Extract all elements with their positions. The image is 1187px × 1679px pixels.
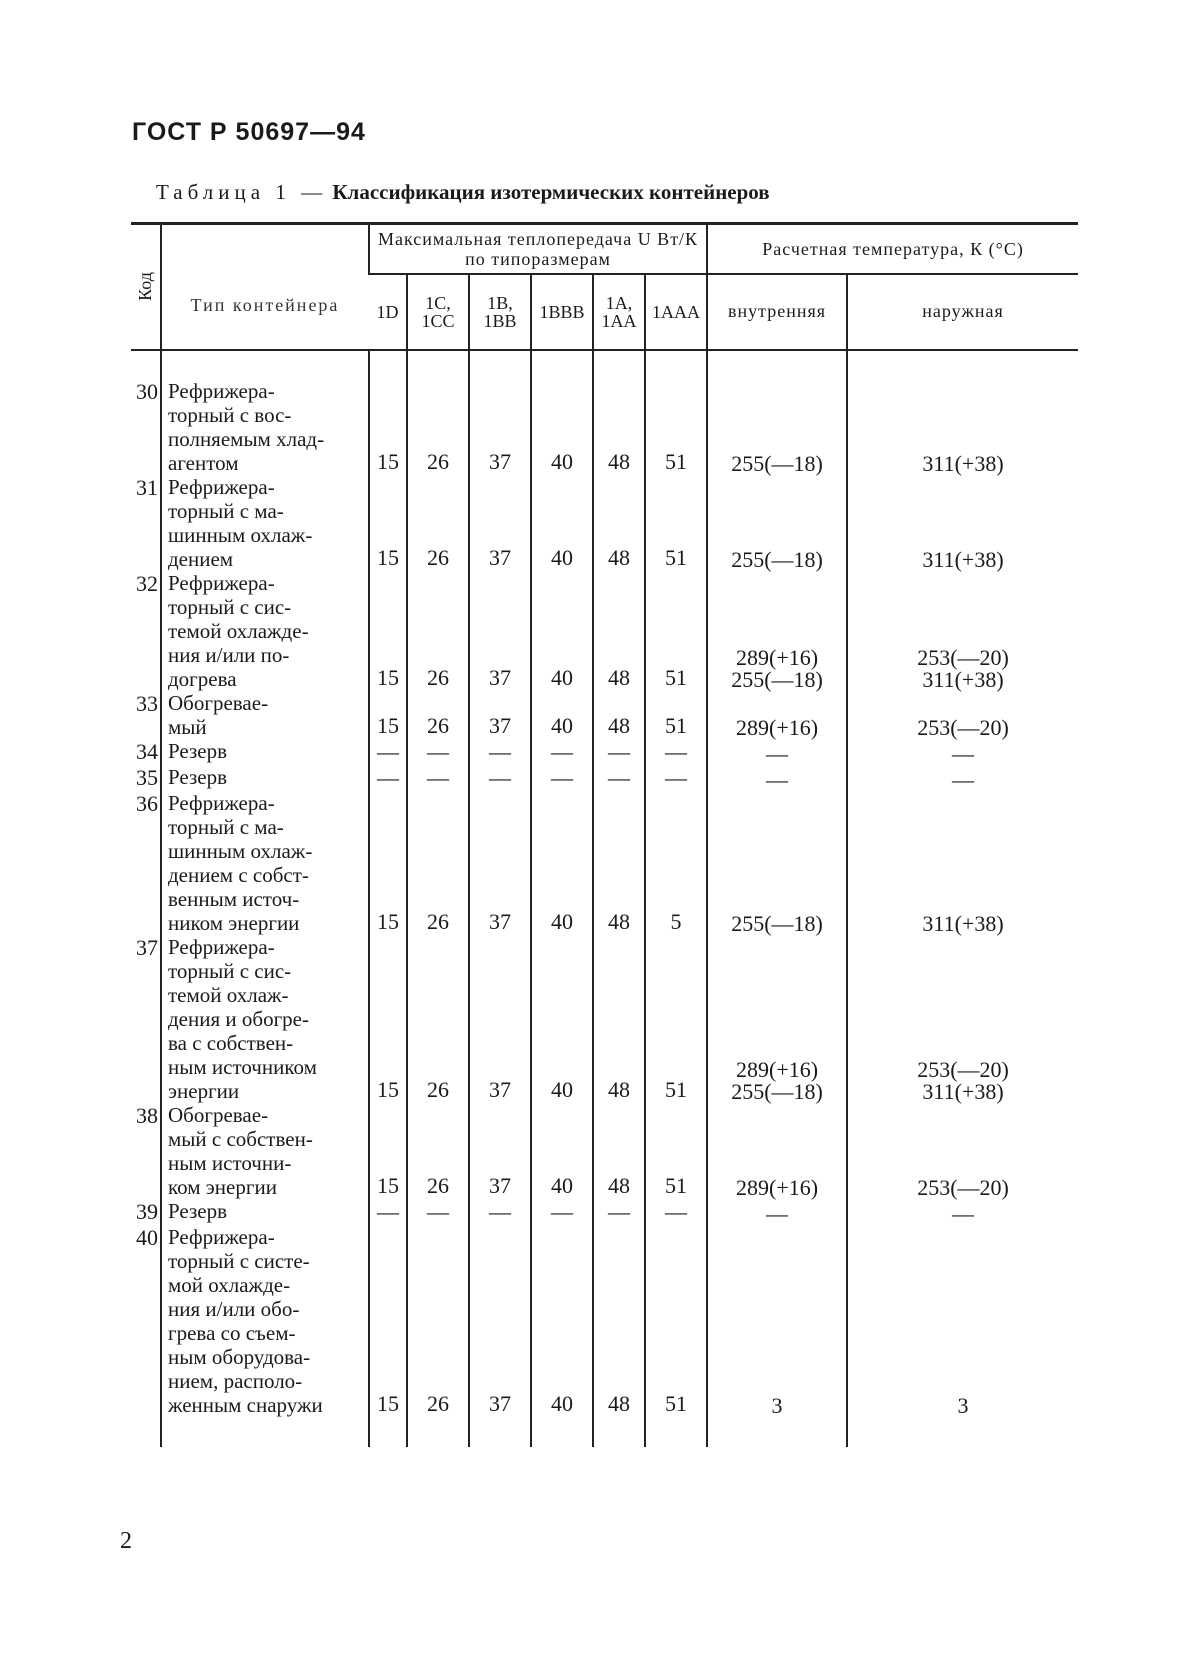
row-value-1c: —	[407, 1199, 469, 1225]
row-value-1d: —	[369, 765, 407, 791]
table-row	[131, 739, 1078, 765]
row-value-1bbb: 40	[531, 1225, 593, 1447]
header-size-1d: 1D	[369, 274, 407, 350]
row-value-1d: 15	[369, 791, 407, 935]
row-temp-outer: 311(+38)	[847, 475, 1078, 571]
header-code	[131, 224, 161, 350]
row-temp-inner: 289(+16)	[707, 691, 847, 739]
classification-table	[131, 222, 1078, 1447]
row-value-1c: —	[407, 739, 469, 765]
row-temp-inner: 289(+16) 255(—18)	[707, 571, 847, 691]
row-value-1c: 26	[407, 1225, 469, 1447]
row-value-1d: 15	[369, 350, 407, 475]
document-header-standard: ГОСТ Р 50697—94	[132, 118, 366, 146]
row-value-1d: 15	[369, 571, 407, 691]
row-code: 31	[136, 474, 158, 500]
row-value-1aaa: 51	[645, 571, 707, 691]
row-value-1b: 37	[469, 935, 531, 1103]
table-caption-title: Классификация изотермических контейнеров	[332, 180, 770, 204]
row-value-1bbb: 40	[531, 350, 593, 475]
row-value-1bbb: 40	[531, 475, 593, 571]
row-temp-outer: 311(+38)	[847, 350, 1078, 475]
row-value-1aaa: —	[645, 765, 707, 791]
header-design-temperature: Расчетная температура, К (°С)	[707, 224, 1078, 274]
row-value-1b: —	[469, 765, 531, 791]
page-number: 2	[120, 1528, 132, 1554]
row-value-1a: 48	[593, 571, 645, 691]
table-row	[131, 1103, 1078, 1199]
row-code: 37	[136, 934, 158, 960]
row-value-1aaa: 51	[645, 475, 707, 571]
row-temp-outer: —	[847, 765, 1078, 791]
row-temp-outer: 253(—20)	[847, 1103, 1078, 1199]
row-value-1bbb: 40	[531, 691, 593, 739]
row-value-1aaa: 51	[645, 1103, 707, 1199]
row-value-1a: 48	[593, 935, 645, 1103]
header-max-heat-transfer: Максимальная теплопередача U Вт/К по типоразмерам	[369, 224, 707, 274]
row-value-1bbb: —	[531, 765, 593, 791]
table-caption-label: Таблица 1 —	[156, 180, 328, 204]
row-value-1aaa: 51	[645, 350, 707, 475]
table-row	[131, 475, 1078, 571]
row-temp-inner: 289(+16)	[707, 1103, 847, 1199]
row-code: 39	[136, 1198, 158, 1224]
row-value-1c: 26	[407, 475, 469, 571]
row-value-1d: 15	[369, 935, 407, 1103]
row-type: Обогревае- мый с собствен- ным источни- ком энергии	[161, 1103, 369, 1199]
row-value-1a: —	[593, 1199, 645, 1225]
row-code: 35	[136, 764, 158, 790]
table-row	[131, 765, 1078, 791]
row-value-1d: 15	[369, 1103, 407, 1199]
row-value-1d: 15	[369, 691, 407, 739]
row-value-1b: 37	[469, 1225, 531, 1447]
row-value-1bbb: 40	[531, 935, 593, 1103]
table-row	[131, 935, 1078, 1103]
row-value-1c: 26	[407, 350, 469, 475]
row-value-1d: 15	[369, 1225, 407, 1447]
row-temp-inner: 255(—18)	[707, 475, 847, 571]
header-size-1c: 1C, 1CC	[407, 274, 469, 350]
row-value-1aaa: 51	[645, 691, 707, 739]
row-temp-outer: —	[847, 739, 1078, 765]
row-temp-inner: 3	[707, 1225, 847, 1447]
row-temp-outer: 311(+38)	[847, 791, 1078, 935]
header-temp-inner: внутренняя	[707, 274, 847, 350]
row-value-1a: 48	[593, 1103, 645, 1199]
row-value-1d: 15	[369, 475, 407, 571]
row-code: 32	[136, 570, 158, 596]
row-value-1b: 37	[469, 350, 531, 475]
row-value-1b: —	[469, 1199, 531, 1225]
row-type: Рефрижера- торный с ма- шинным охлаж- дением	[161, 475, 369, 571]
row-code: 33	[136, 690, 158, 716]
row-value-1b: 37	[469, 1103, 531, 1199]
row-value-1b: —	[469, 739, 531, 765]
header-type	[161, 224, 369, 350]
row-value-1b: 37	[469, 571, 531, 691]
row-value-1a: 48	[593, 691, 645, 739]
table-row	[131, 571, 1078, 691]
row-type: Рефрижера- торный с сис- темой охлаж- дения и обогре- ва с собствен- ным источником энергии	[161, 935, 369, 1103]
row-type: Обогревае- мый	[161, 691, 369, 739]
row-temp-inner: 255(—18)	[707, 350, 847, 475]
row-code: 38	[136, 1102, 158, 1128]
row-value-1c: 26	[407, 1103, 469, 1199]
row-temp-outer: 3	[847, 1225, 1078, 1447]
row-type: Рефрижера- торный с ма- шинным охлаж- дением с собст- венным источ- ником энергии	[161, 791, 369, 935]
row-value-1b: 37	[469, 475, 531, 571]
row-value-1c: 26	[407, 791, 469, 935]
row-code: 30	[136, 378, 158, 404]
row-temp-outer: 253(—20)	[847, 691, 1078, 739]
table-row	[131, 1225, 1078, 1447]
row-value-1c: 26	[407, 935, 469, 1103]
row-temp-outer: 253(—20) 311(+38)	[847, 935, 1078, 1103]
row-value-1a: 48	[593, 1225, 645, 1447]
row-value-1a: 48	[593, 791, 645, 935]
row-type: Рефрижера- торный с сис- темой охлажде- ния и/или по- догрева	[161, 571, 369, 691]
table-row	[131, 350, 1078, 475]
row-temp-inner: —	[707, 1199, 847, 1225]
row-code: 36	[136, 790, 158, 816]
row-value-1aaa: 51	[645, 935, 707, 1103]
row-value-1d: —	[369, 1199, 407, 1225]
row-value-1aaa: 51	[645, 1225, 707, 1447]
row-type: Резерв	[161, 739, 369, 765]
row-value-1d: —	[369, 739, 407, 765]
row-temp-inner: 289(+16) 255(—18)	[707, 935, 847, 1103]
row-type: Рефрижера- торный с систе- мой охлажде- ния и/или обо- грева со съем- ным оборудова- нием, располо- женным снаружи	[161, 1225, 369, 1447]
row-code: 34	[136, 738, 158, 764]
row-code: 40	[136, 1224, 158, 1250]
table-row	[131, 691, 1078, 739]
header-temp-outer: наружная	[847, 274, 1078, 350]
row-temp-inner: 255(—18)	[707, 791, 847, 935]
row-type: Резерв	[161, 765, 369, 791]
header-size-1b: 1B, 1BB	[469, 274, 531, 350]
table-row	[131, 1199, 1078, 1225]
row-value-1c: 26	[407, 691, 469, 739]
row-value-1aaa: 5	[645, 791, 707, 935]
row-value-1b: 37	[469, 691, 531, 739]
table-row	[131, 791, 1078, 935]
row-value-1aaa: —	[645, 1199, 707, 1225]
header-type-label: Тип контейнера	[190, 295, 340, 315]
row-value-1c: 26	[407, 571, 469, 691]
row-value-1bbb: —	[531, 739, 593, 765]
row-temp-inner: —	[707, 739, 847, 765]
row-value-1a: —	[593, 765, 645, 791]
row-value-1a: 48	[593, 350, 645, 475]
table-caption	[156, 180, 770, 205]
row-temp-outer: —	[847, 1199, 1078, 1225]
row-value-1a: 48	[593, 475, 645, 571]
header-size-1aaa: 1AAA	[645, 274, 707, 350]
row-type: Резерв	[161, 1199, 369, 1225]
row-value-1bbb: —	[531, 1199, 593, 1225]
header-size-1bbb: 1BBB	[531, 274, 593, 350]
header-size-1a: 1A, 1AA	[593, 274, 645, 350]
row-type: Рефрижера- торный с вос- полняемым хлад- агентом	[161, 350, 369, 475]
row-temp-outer: 253(—20) 311(+38)	[847, 571, 1078, 691]
row-value-1a: —	[593, 739, 645, 765]
row-value-1bbb: 40	[531, 791, 593, 935]
row-value-1aaa: —	[645, 739, 707, 765]
row-value-1bbb: 40	[531, 1103, 593, 1199]
header-code-label: Код	[135, 272, 155, 302]
row-value-1c: —	[407, 765, 469, 791]
row-value-1b: 37	[469, 791, 531, 935]
row-value-1bbb: 40	[531, 571, 593, 691]
row-temp-inner: —	[707, 765, 847, 791]
